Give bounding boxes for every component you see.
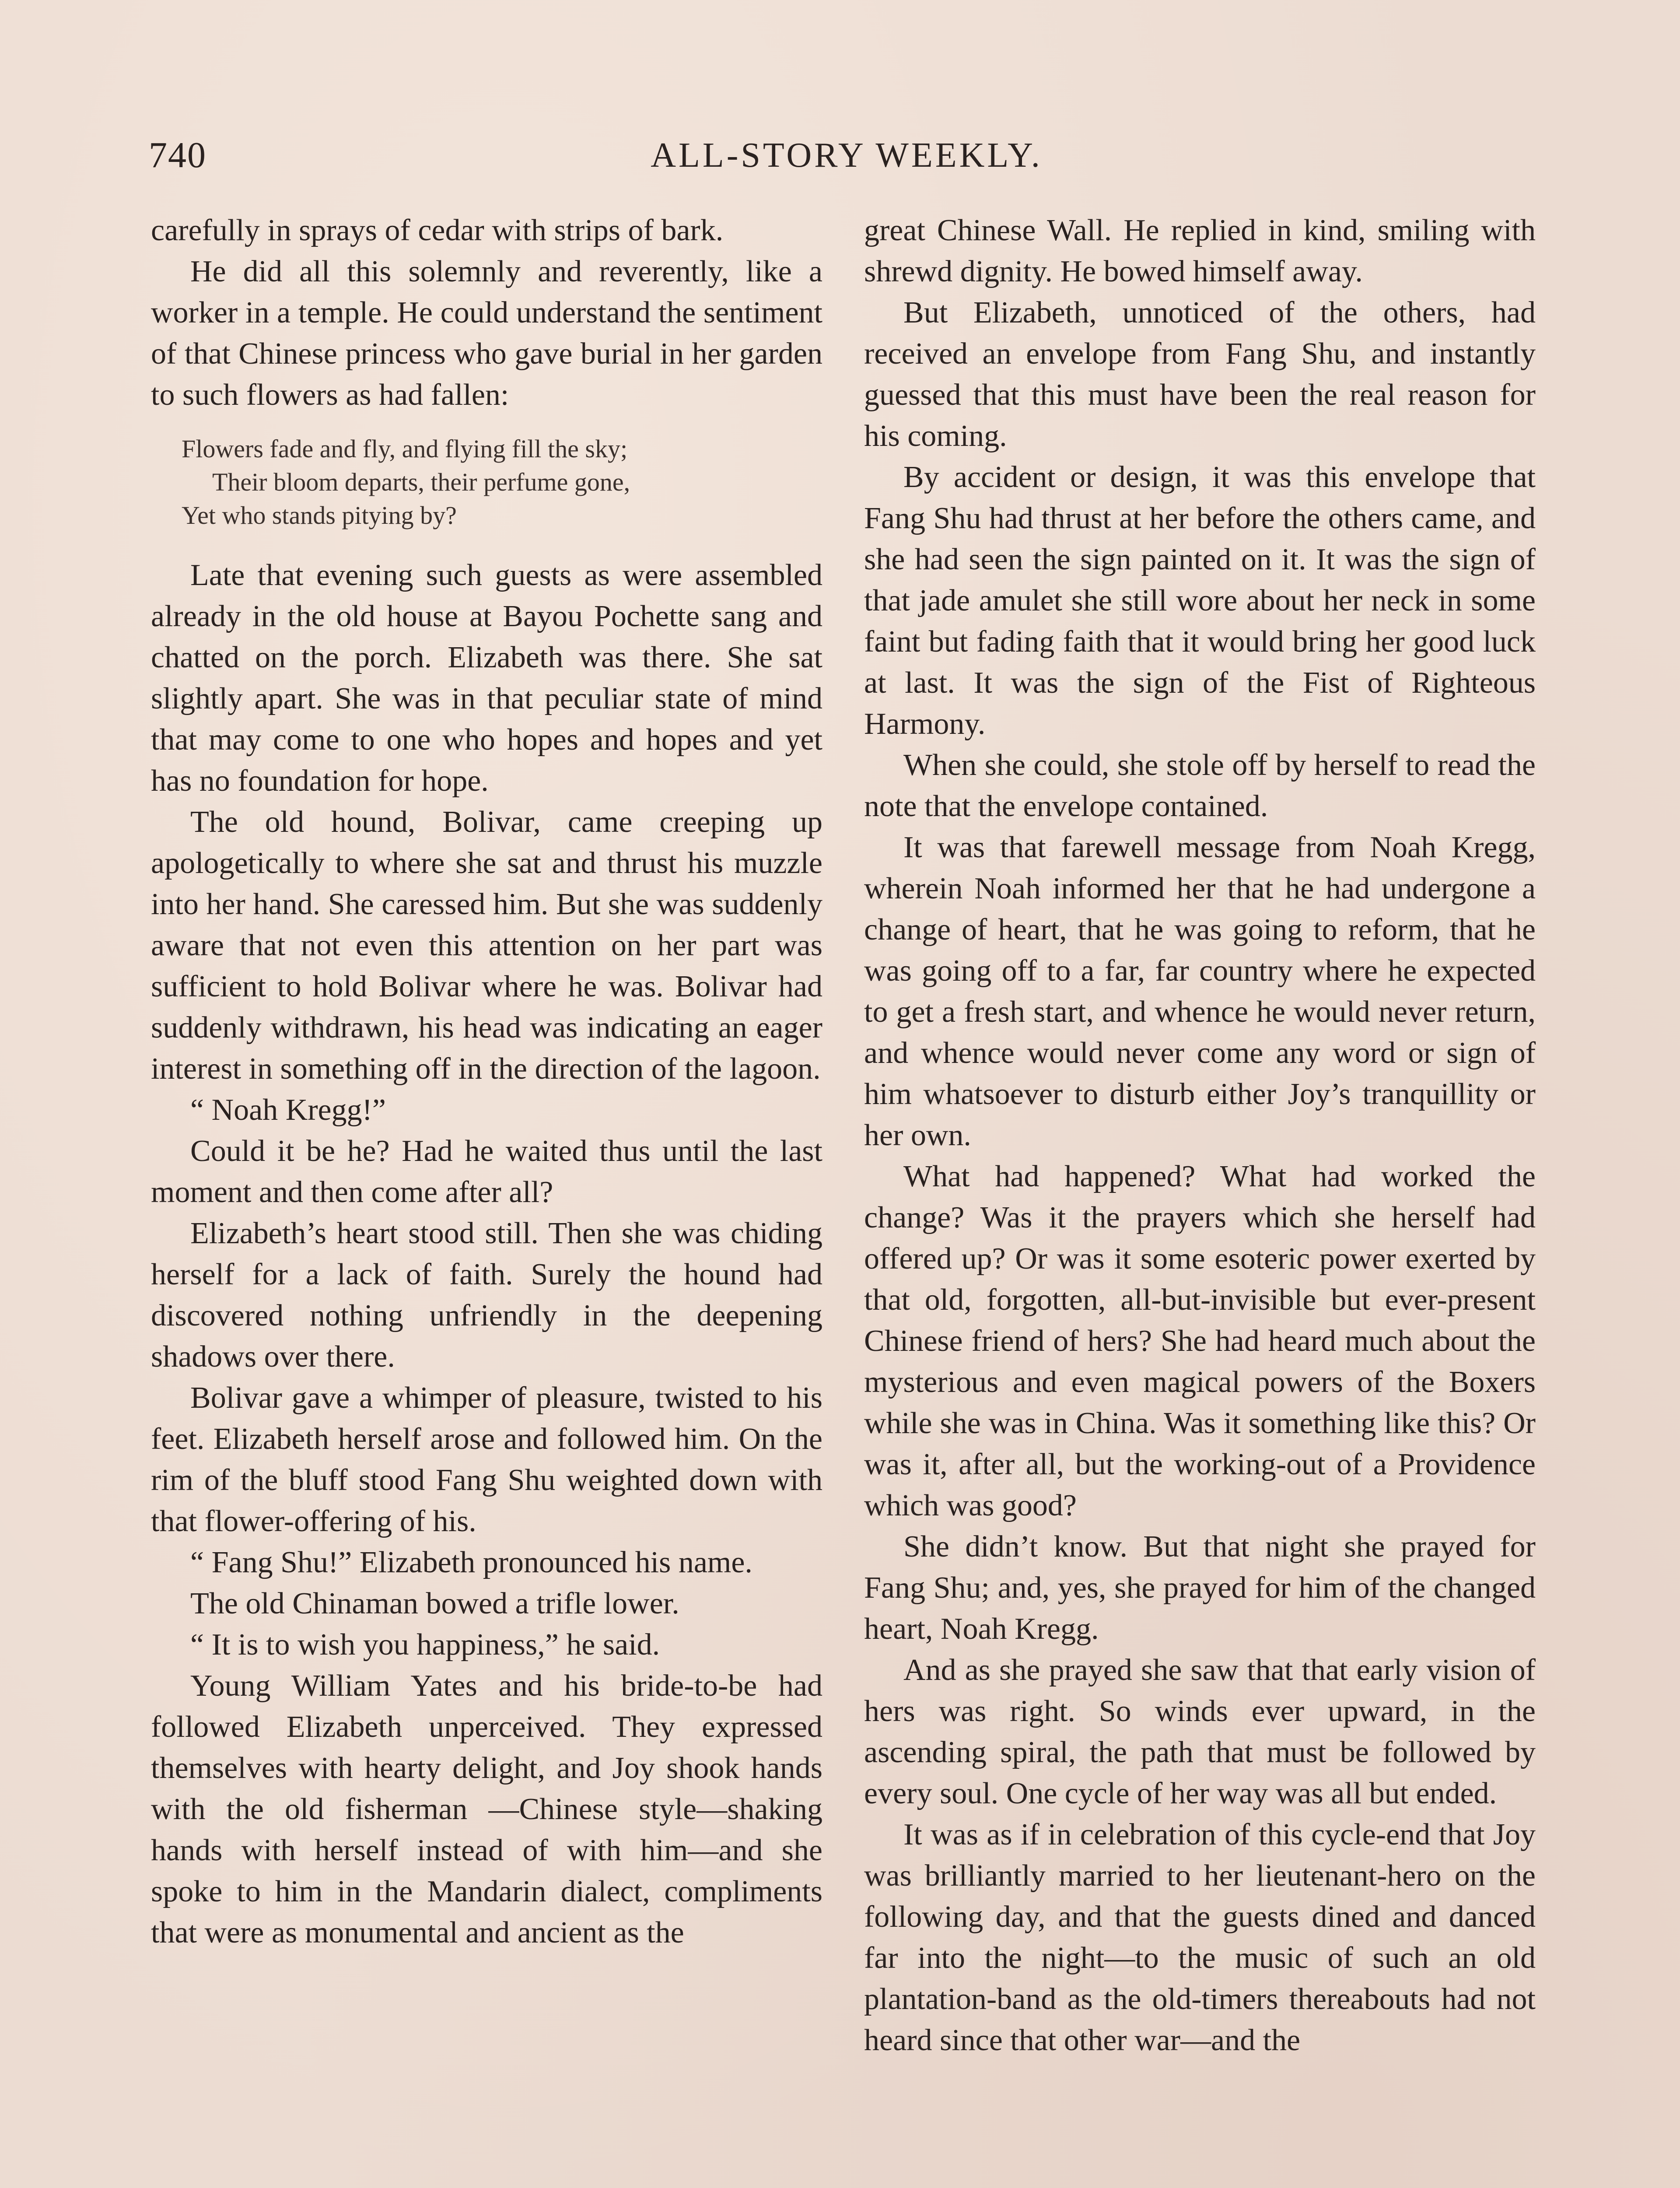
right-column bbox=[864, 210, 1536, 2061]
paragraph: Elizabeth’s heart stood still. Then she was chiding herself for a lack of faith. Surely the hound had discovered nothing unfriendly in the deepening shadows over there. bbox=[151, 1217, 822, 1374]
paragraph: “ It is to wish you happiness,” he said. bbox=[190, 1628, 660, 1662]
paragraph: Could it be he? Had he waited thus until the last moment and then come after all? bbox=[151, 1134, 822, 1209]
paragraph: Bolivar gave a whimper of pleasure, twisted to his feet. Elizabeth herself arose and followed him. On the rim of the bluff stood Fang Shu weighted down with that flower-offering of his. bbox=[151, 1381, 822, 1538]
paragraph: But Elizabeth, unnoticed of the others, had received an envelope from Fang Shu, and instantly guessed that this must have been the real reason for his coming. bbox=[864, 296, 1536, 453]
paragraph: carefully in sprays of cedar with strips of bark. bbox=[151, 214, 724, 247]
paragraph: It was as if in celebration of this cycle-end that Joy was brilliantly married to her lieutenant-hero on the following day, and that the guests dined and danced far into the night—to the music of such an old plantation-band as the old-timers thereabouts had not heard since that other war—and the bbox=[864, 1818, 1536, 2057]
paragraph: Late that evening such guests as were assembled already in the old house at Bayou Pochette sang and chatted on the porch. Elizabeth was there. She sat slightly apart. She was in that peculiar state of mind that may come to one who hopes and hopes and yet has no foundation for hope. bbox=[151, 558, 822, 798]
paragraph: She didn’t know. But that night she prayed for Fang Shu; and, yes, she prayed for him of the changed heart, Noah Kregg. bbox=[864, 1530, 1536, 1646]
paragraph: He did all this solemnly and reverently, like a worker in a temple. He could understand the sentiment of that Chinese princess who gave burial in her garden to such flowers as had fallen: bbox=[151, 255, 822, 412]
paragraph: And as she prayed she saw that that early vision of hers was right. So winds ever upward, in the ascending spiral, the path that must be followed by every soul. One cycle of her way was all but ended. bbox=[864, 1653, 1536, 1810]
paragraph: What had happened? What had worked the change? Was it the prayers which she herself had offered up? Or was it some esoteric power exerted by that old, forgotten, all-but-invisible but ever-present Chinese friend of hers? She had heard much about the mysterious and even magical powers of the Boxers while she was in China. Was it something like this? Or was it, after all, but the working-out of a Providence which was good? bbox=[864, 1160, 1536, 1522]
left-column bbox=[151, 210, 822, 1953]
paragraph: great Chinese Wall. He replied in kind, smiling with shrewd dignity. He bowed himself away. bbox=[864, 214, 1536, 288]
verse-line: Their bloom departs, their perfume gone, bbox=[212, 468, 630, 496]
page-header bbox=[149, 131, 1544, 179]
running-head: ALL-STORY WEEKLY. bbox=[651, 136, 1043, 175]
verse-line: Yet who stands pitying by? bbox=[182, 501, 457, 529]
verse-line: Flowers fade and fly, and flying fill the sky; bbox=[182, 435, 628, 463]
paragraph: When she could, she stole off by herself to read the note that the envelope contained. bbox=[864, 748, 1536, 823]
page-number: 740 bbox=[149, 135, 206, 175]
paragraph: “ Fang Shu!” Elizabeth pronounced his name. bbox=[190, 1546, 752, 1579]
paragraph: The old Chinaman bowed a trifle lower. bbox=[190, 1587, 679, 1620]
paragraph: The old hound, Bolivar, came creeping up apologetically to where she sat and thrust his muzzle into her hand. She caressed him. But she was suddenly aware that not even this attention on her part was sufficient to hold Bolivar where he was. Bolivar had suddenly withdrawn, his head was indicating an eager interest in something off in the direction of the lagoon. bbox=[151, 805, 822, 1086]
paragraph: “ Noah Kregg!” bbox=[190, 1093, 386, 1127]
paragraph: It was that farewell message from Noah Kregg, wherein Noah informed her that he had undergone a change of heart, that he was going to reform, that he was going off to a far, far country where he expected to get a fresh start, and whence he would never return, and whence would never come any word or sign of him whatsoever to disturb either Joy’s tranquillity or her own. bbox=[864, 831, 1536, 1152]
verse-quote bbox=[151, 432, 822, 532]
paragraph: By accident or design, it was this envelope that Fang Shu had thrust at her before the others came, and she had seen the sign painted on it. It was the sign of that jade amulet she still wore about her neck in some faint but fading faith that it would bring her good luck at last. It was the sign of the Fist of Righteous Harmony. bbox=[864, 460, 1536, 741]
paragraph: Young William Yates and his bride-to-be had followed Elizabeth unperceived. They expressed themselves with hearty delight, and Joy shook hands with the old fisherman —Chinese style—shaking hands with herself instead of with him—and she spoke to him in the Mandarin dialect, compliments that were as monumental and ancient as the bbox=[151, 1669, 822, 1950]
